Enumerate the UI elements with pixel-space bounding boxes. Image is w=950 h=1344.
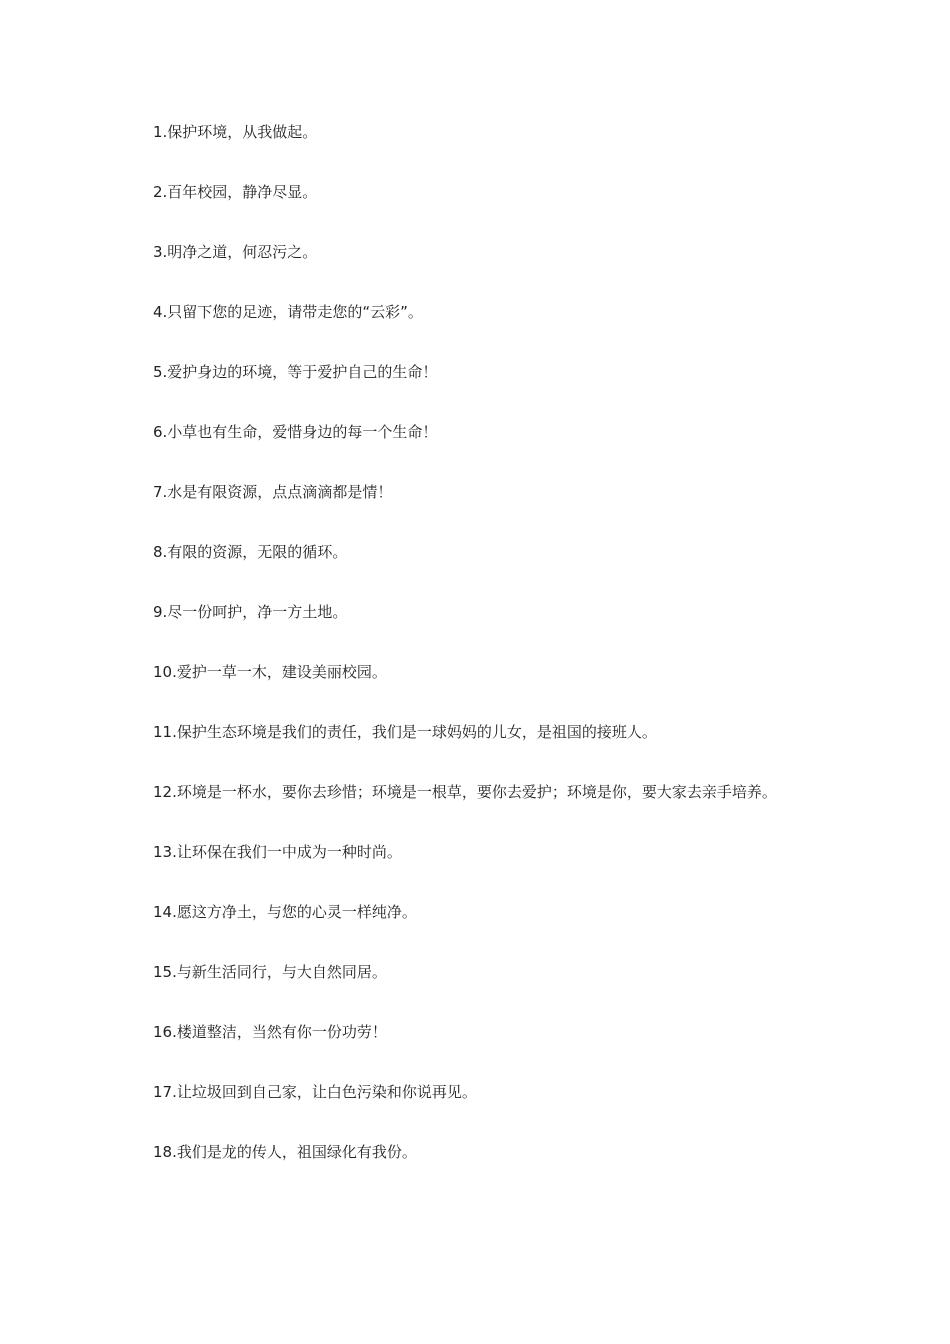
list-item: 16.楼道整洁，当然有你一份功劳！: [153, 1023, 387, 1041]
list-item: 10.爱护一草一木，建设美丽校园。: [153, 663, 387, 681]
list-item: 5.爱护身边的环境，等于爱护自己的生命！: [153, 363, 438, 381]
list-item: 15.与新生活同行，与大自然同居。: [153, 963, 387, 981]
list-item: 17.让垃圾回到自己家，让白色污染和你说再见。: [153, 1083, 477, 1101]
list-item: 14.愿这方净土，与您的心灵一样纯净。: [153, 903, 417, 921]
slogan-list: [153, 117, 803, 1197]
list-item: 4.只留下您的足迹，请带走您的“云彩”。: [153, 303, 423, 321]
list-item: 12.环境是一杯水，要你去珍惜；环境是一根草，要你去爱护；环境是你，要大家去亲手培养。: [153, 783, 777, 801]
list-item: 11.保护生态环境是我们的责任，我们是一球妈妈的儿女，是祖国的接班人。: [153, 723, 657, 741]
list-item: 6.小草也有生命，爱惜身边的每一个生命！: [153, 423, 438, 441]
list-item: 9.尽一份呵护，净一方土地。: [153, 603, 348, 621]
list-item: 2.百年校园，静净尽显。: [153, 183, 318, 201]
list-item: 18.我们是龙的传人，祖国绿化有我份。: [153, 1143, 417, 1161]
list-item: 13.让环保在我们一中成为一种时尚。: [153, 843, 402, 861]
list-item: 7.水是有限资源，点点滴滴都是情！: [153, 483, 393, 501]
list-item: 3.明净之道，何忍污之。: [153, 243, 318, 261]
list-item: 8.有限的资源，无限的循环。: [153, 543, 348, 561]
list-item: 1.保护环境，从我做起。: [153, 123, 318, 141]
